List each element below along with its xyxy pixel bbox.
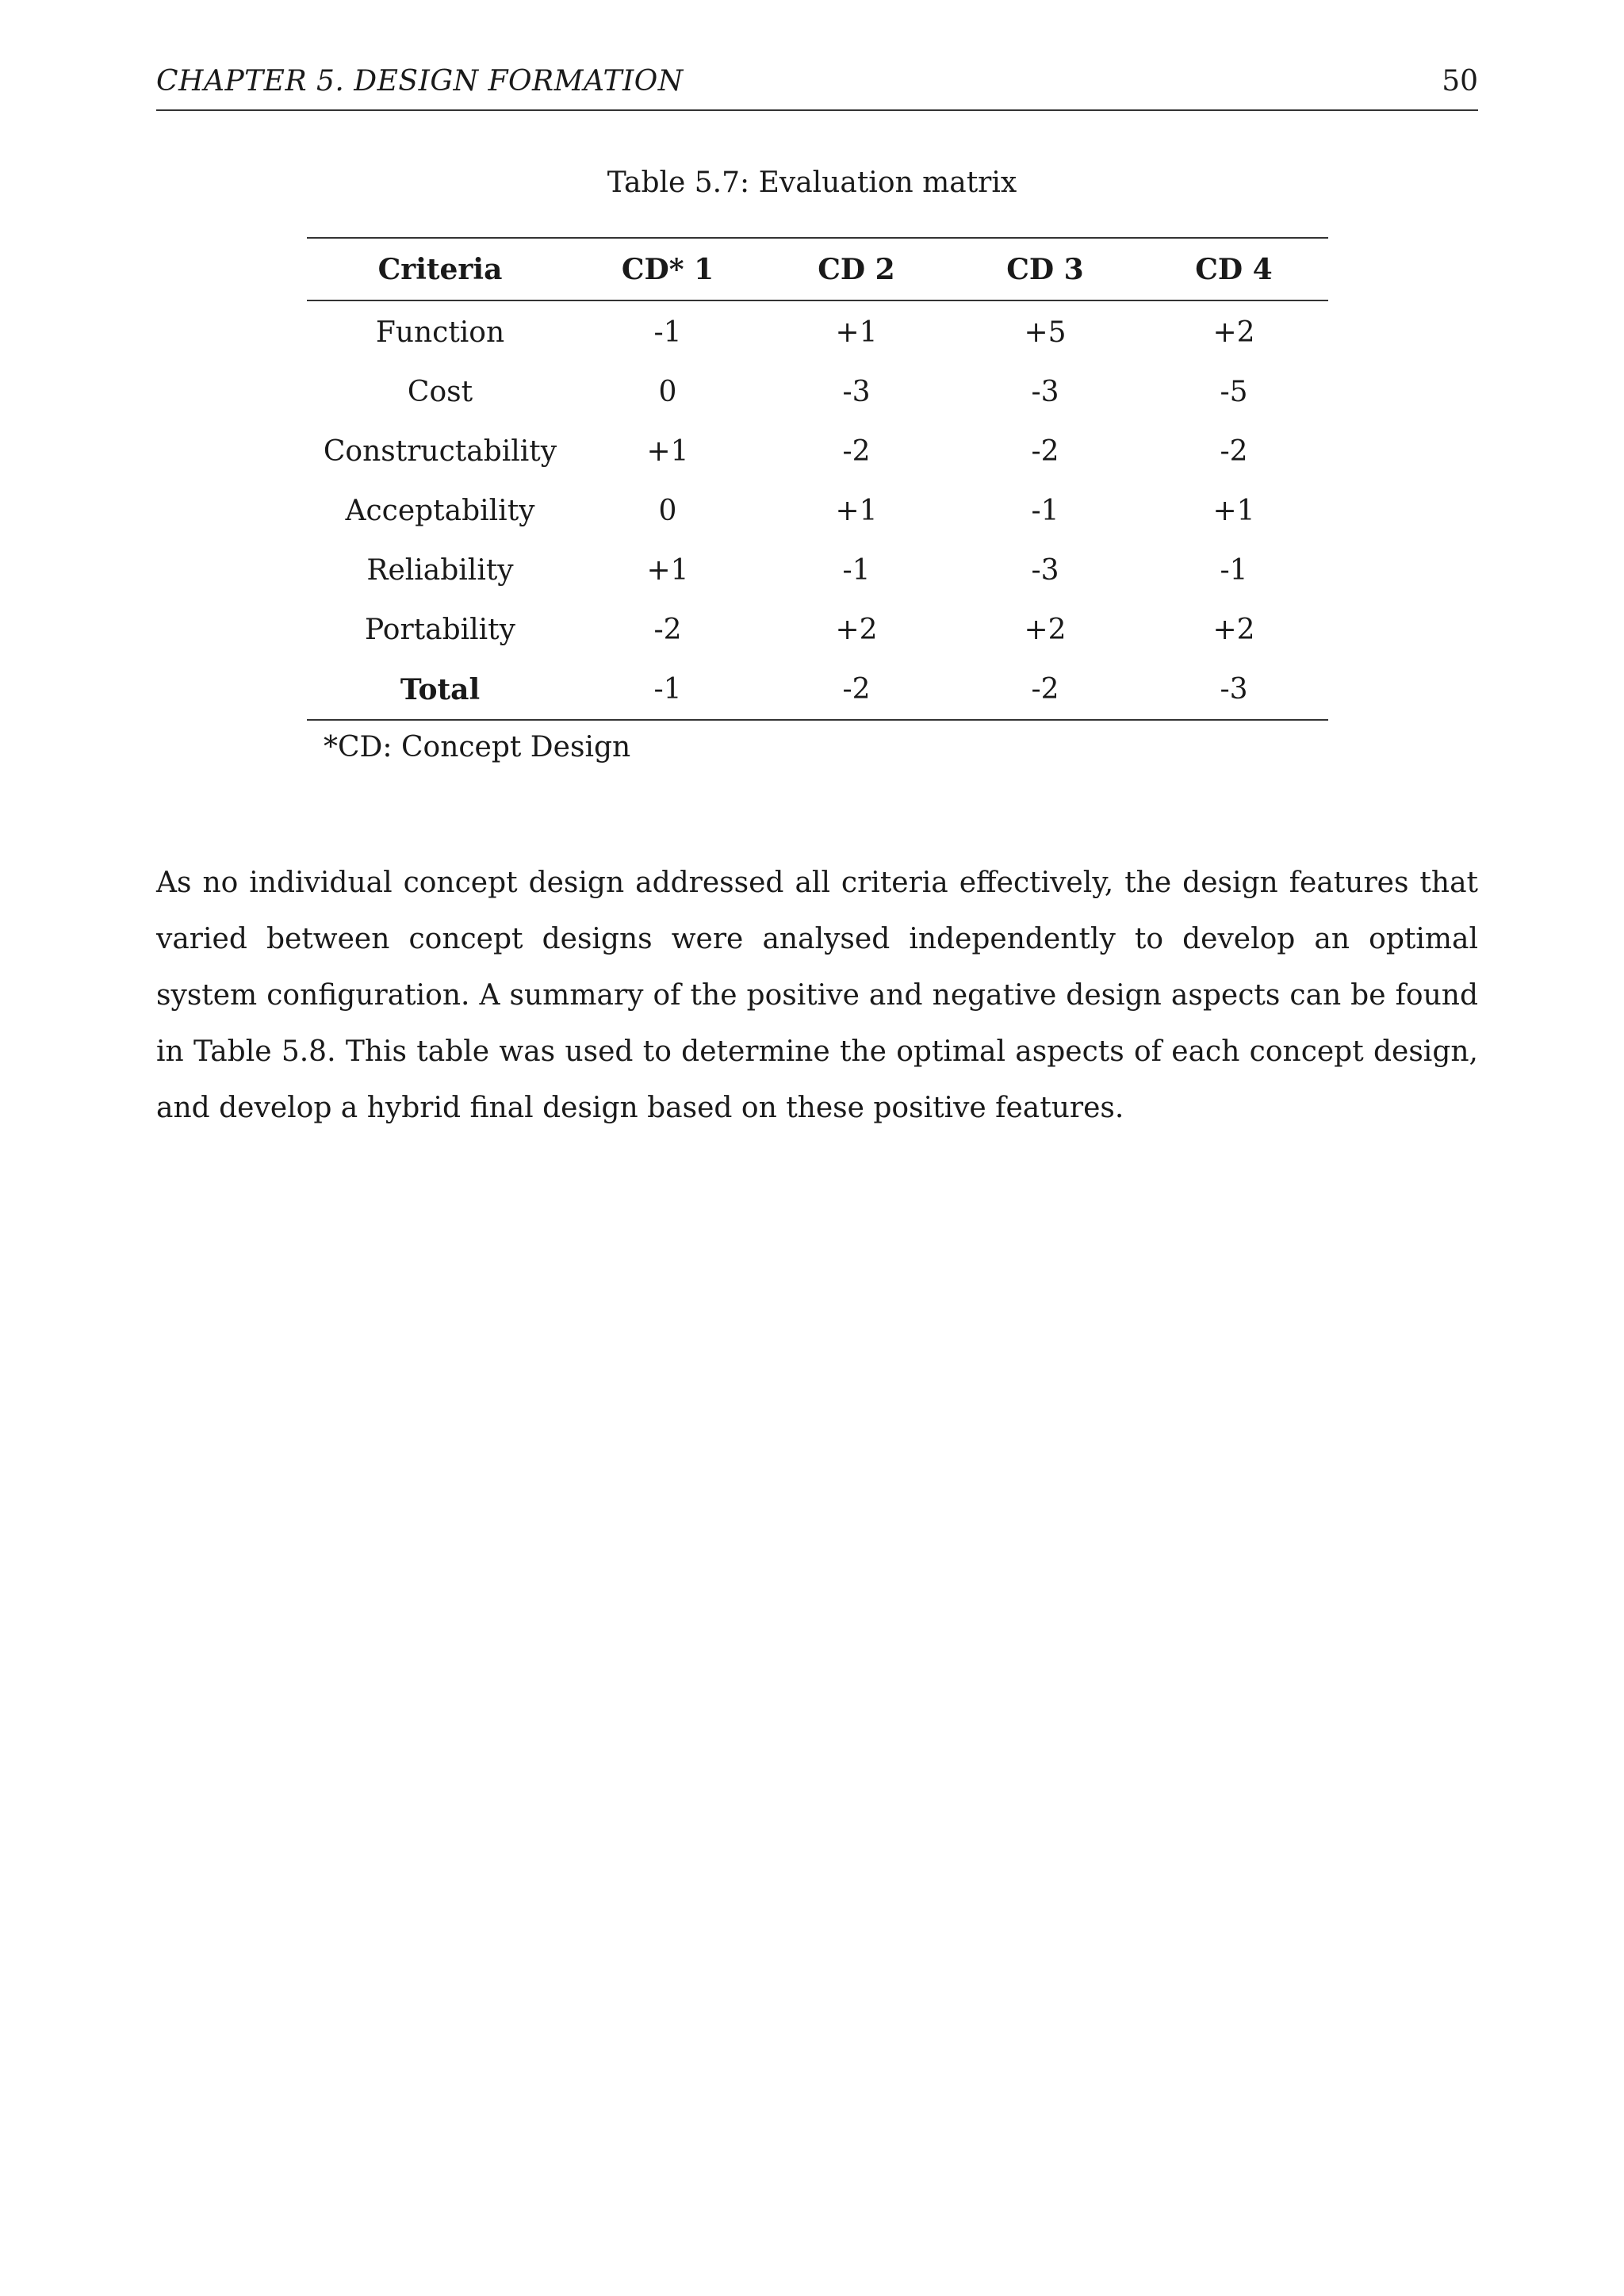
table-caption: Table 5.7: Evaluation matrix [607, 166, 1017, 199]
total-cell: -2 [1031, 673, 1059, 706]
criteria-cell: Acceptability [345, 495, 535, 527]
score-cell: -2 [1031, 435, 1059, 468]
score-cell: -1 [1031, 495, 1059, 527]
table-row [307, 422, 1328, 481]
score-cell: +1 [646, 435, 689, 468]
score-cell: 0 [658, 376, 677, 408]
table-footnote: *CD: Concept Design [324, 731, 631, 763]
table-row [307, 600, 1328, 660]
score-cell: -3 [842, 376, 871, 408]
criteria-cell: Cost [407, 376, 473, 408]
criteria-cell: Function [375, 316, 505, 349]
evaluation-matrix [307, 237, 1328, 721]
criteria-cell: Portability [365, 614, 515, 646]
criteria-cell: Reliability [366, 554, 514, 587]
total-label: Total [400, 672, 481, 706]
score-cell: -2 [1220, 435, 1248, 468]
column-header: CD 3 [1006, 252, 1084, 286]
column-header: CD 4 [1195, 252, 1273, 286]
score-cell: -5 [1220, 376, 1248, 408]
score-cell: +1 [835, 495, 878, 527]
total-cell: -3 [1220, 673, 1248, 706]
score-cell: +2 [835, 614, 878, 646]
table-row [307, 481, 1328, 541]
column-header: CD* 1 [621, 252, 714, 286]
score-cell: +1 [835, 316, 878, 349]
column-header: CD 2 [818, 252, 895, 286]
running-header [156, 65, 1478, 111]
score-cell: +5 [1024, 316, 1067, 349]
body-paragraph: As no individual concept design addressed all criteria effectively, the design features that varied between concept designs were analysed independently to develop an optimal system configuration. A summary of the positive and negative design aspects can be found in Table 5.8. This table was used to determine the optimal aspects of each concept design, and develop a hybrid final design based on these positive features. [156, 867, 1478, 1124]
score-cell: 0 [658, 495, 677, 527]
criteria-cell: Constructability [323, 435, 557, 468]
table-row [307, 541, 1328, 600]
chapter-title: CHAPTER 5. DESIGN FORMATION [156, 65, 684, 98]
score-cell: -3 [1031, 554, 1059, 587]
score-cell: -2 [842, 435, 871, 468]
page-number: 50 [1442, 65, 1478, 98]
table-row [307, 362, 1328, 422]
evaluation-matrix-table [307, 237, 1328, 721]
score-cell: +1 [1212, 495, 1255, 527]
total-cell: -1 [653, 673, 682, 706]
score-cell: +2 [1212, 614, 1255, 646]
score-cell: -1 [653, 316, 682, 349]
score-cell: -1 [842, 554, 871, 587]
score-cell: -2 [653, 614, 682, 646]
total-cell: -2 [842, 673, 871, 706]
score-cell: +1 [646, 554, 689, 587]
table-header-row [307, 238, 1328, 300]
total-row [307, 660, 1328, 720]
table-row [307, 300, 1328, 362]
score-cell: +2 [1212, 316, 1255, 349]
score-cell: +2 [1024, 614, 1067, 646]
score-cell: -3 [1031, 376, 1059, 408]
column-header: Criteria [377, 252, 503, 286]
score-cell: -1 [1220, 554, 1248, 587]
